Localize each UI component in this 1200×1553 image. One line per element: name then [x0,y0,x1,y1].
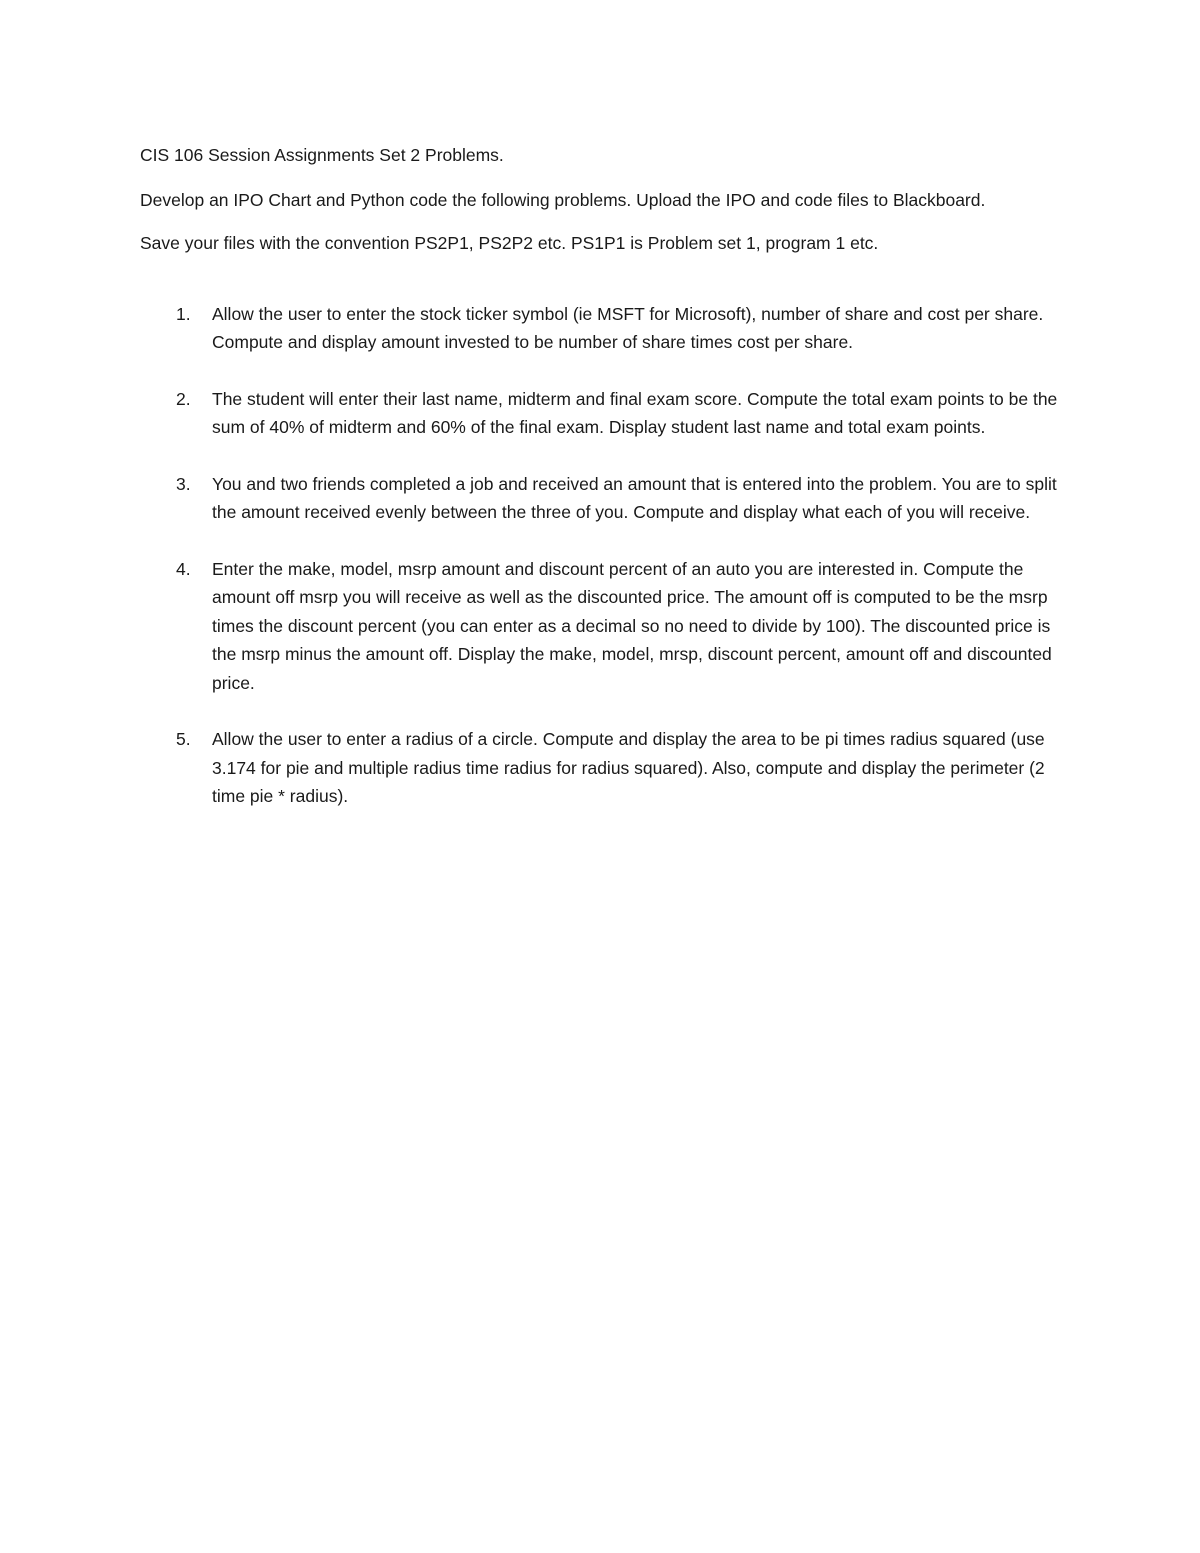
problem-number: 4. [176,558,191,579]
document-body [140,141,1070,839]
problem-item [140,385,1070,442]
problem-item [140,725,1070,811]
problem-list [140,300,1070,811]
problem-text: Allow the user to enter the stock ticker symbol (ie MSFT for Microsoft), number of share and cost per share. Compute and display amount invested to be number of share times cost per share. [212,303,1044,352]
problem-number: 5. [176,729,191,749]
problem-text: The student will enter their last name, midterm and final exam score. Compute the total exam points to be the sum of 40% of midterm and 60% of the final exam. Display student last name and total exam points. [212,388,1058,437]
problem-number: 3. [176,473,191,494]
document-title: CIS 106 Session Assignments Set 2 Problems. [140,145,504,165]
problem-text: Allow the user to enter a radius of a circle. Compute and display the area to be pi times radius squared (use 3.174 for pie and multiple radius time radius for radius squared). Also, compute and display the perimeter (2 time pie * radius). [212,729,1045,806]
problem-item [140,470,1070,527]
problem-item [140,555,1070,698]
problem-text: Enter the make, model, msrp amount and discount percent of an auto you are interested in. Compute the amount off msrp you will receive as well as the discounted price. The amount off is computed to be the msrp times the discount percent (you can enter as a decimal so no need to divide by 100). The discounted price is the msrp minus the amount off. Display the make, model, mrsp, discount percent, amount off and discounted price. [212,558,1052,693]
intro-paragraph-naming: Save your files with the convention PS2P1, PS2P2 etc. PS1P1 is Problem set 1, program 1 etc. [140,233,879,253]
problem-item [140,300,1070,357]
problem-number: 2. [176,388,191,409]
problem-number: 1. [176,303,191,324]
problem-text: You and two friends completed a job and received an amount that is entered into the problem. You are to split the amount received evenly between the three of you. Compute and display what each of you will receive. [212,473,1057,522]
intro-paragraph-instructions: Develop an IPO Chart and Python code the following problems. Upload the IPO and code files to Blackboard. [140,189,986,210]
